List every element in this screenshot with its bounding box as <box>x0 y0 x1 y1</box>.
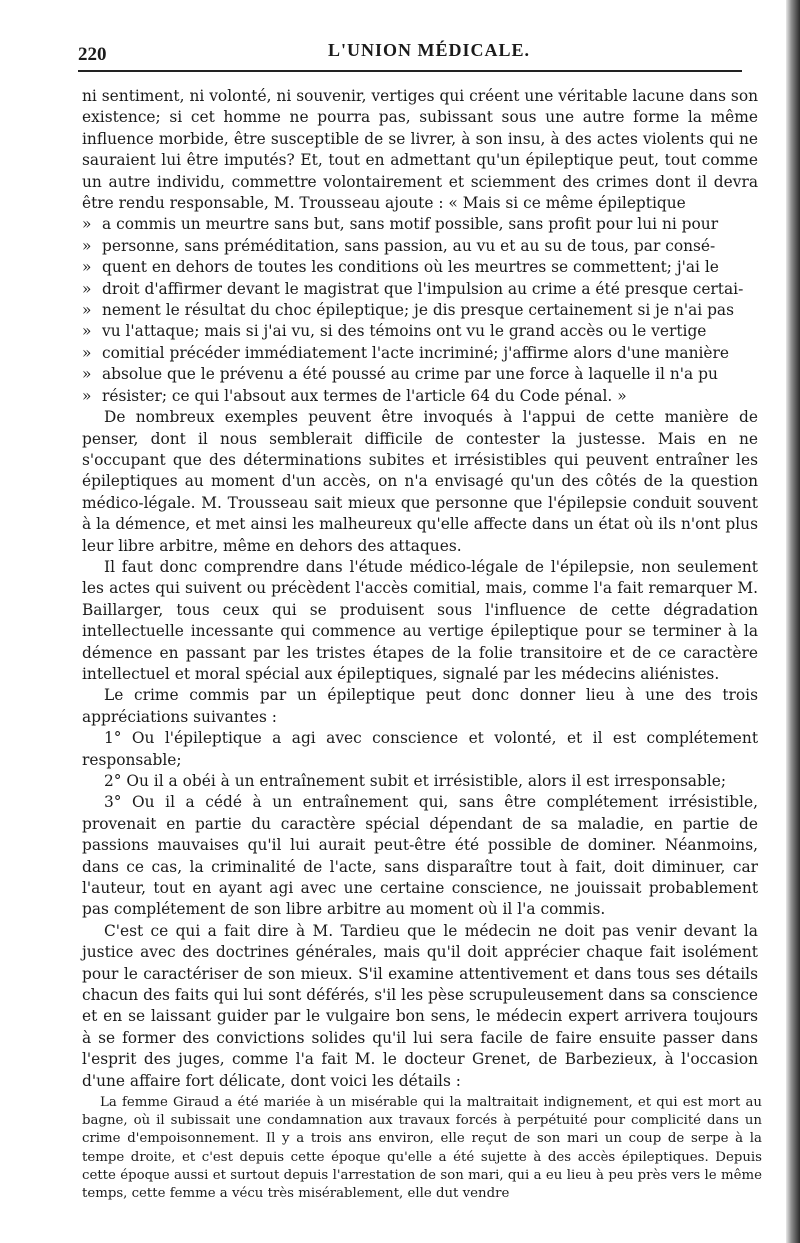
paragraph-5: C'est ce qui a fait dire à M. Tardieu que le médecin ne doit pas venir devant la justice avec des doctrines générales, mais qu'il doit apprécier chaque fait isolément pour le caractériser de son mieux. S'il examine attentivement et dans tous ses détails chacun des faits qui lui sont déférés, s'il les pèse scrupuleusement dans sa conscience et en se laissant guider par le vulgaire bon sens, le médecin expert arrivera toujours à se former des convictions solides qu'il lui sera facile de faire ensuite passer dans l'esprit des juges, comme l'a fait M. le docteur Grenet, de Barbezieux, à l'occasion d'une affaire fort délicate, dont voici les détails : <box>82 921 758 1090</box>
list-item-3: 3° Ou il a cédé à un entraînement qui, sans être complétement irrésistible, provenait en partie du caractère spécial dépendant de sa maladie, en partie de passions mauvaises qu'il lui aurait peut-être été possible de dominer. Néanmoins, dans ce cas, la criminalité de l'acte, sans disparaître tout à fait, doit diminuer, car l'auteur, tout en ayant agi avec une certaine conscience, ne jouissait probablement pas complétement de son libre arbitre au moment où il l'a commis. <box>82 793 758 919</box>
quote-line: » absolue que le prévenu a été poussé au crime par une force à laquelle il n'a pu <box>82 364 758 385</box>
quote-line: » a commis un meurtre sans but, sans motif possible, sans profit pour lui ni pour <box>82 214 758 235</box>
case-report <box>82 1094 762 1203</box>
page-edge-shadow <box>786 0 800 1243</box>
page-number: 220 <box>78 44 107 65</box>
running-title: L'UNION MÉDICALE. <box>328 40 531 60</box>
list-item-2: 2° Ou il a obéi à un entraînement subit et irrésistible, alors il est irresponsable; <box>104 772 727 790</box>
list-item-1: 1° Ou l'épileptique a agi avec conscience et volonté, et il est complétement responsable; <box>82 729 758 769</box>
page-header <box>78 34 738 64</box>
paragraph-4: Le crime commis par un épileptique peut donc donner lieu à une des trois appréciations suivantes : <box>82 686 758 726</box>
main-text <box>82 86 758 1092</box>
header-rule <box>78 70 742 72</box>
quote-line: » personne, sans préméditation, sans passion, au vu et au su de tous, par consé- <box>82 236 758 257</box>
quote-line: » nement le résultat du choc épileptique; je dis presque certainement si je n'ai pas <box>82 300 758 321</box>
paragraph-2: De nombreux exemples peuvent être invoqués à l'appui de cette manière de penser, dont il nous semblerait difficile de contester la justesse. Mais en ne s'occupant que des déterminations subites et irrésistibles qui peuvent entraîner les épileptiques au moment d'un accès, on n'a envisagé qu'un des côtés de la question médico-légale. M. Trousseau sait mieux que personne que l'épilepsie conduit souvent à la démence, et met ainsi les malheureux qu'elle affecte dans un état où ils n'ont plus leur libre arbitre, même en dehors des attaques. <box>82 408 758 555</box>
paragraph-3: Il faut donc comprendre dans l'étude médico-légale de l'épilepsie, non seulement les actes qui suivent ou précèdent l'accès comitial, mais, comme l'a fait remarquer M. Baillarger, tous ceux qui se produisent sous l'influence de cette dégradation intellectuelle incessante qui commence au vertige épileptique pour se terminer à la démence en passant par les tristes étapes de la folie transitoire et de ce caractère intellectuel et moral spécial aux épileptiques, signalé par les médecins aliénistes. <box>82 557 758 683</box>
trousseau-quote <box>82 214 758 407</box>
quote-line: » résister; ce qui l'absout aux termes de l'article 64 du Code pénal. » <box>82 386 758 407</box>
quote-line: » quent en dehors de toutes les conditions où les meurtres se commettent; j'ai le <box>82 257 758 278</box>
quote-line: » comitial précéder immédiatement l'acte incriminé; j'affirme alors d'une manière <box>82 343 758 364</box>
case-paragraph: La femme Giraud a été mariée à un misérable qui la maltraitait indignement, et qui est mort au bagne, où il subissait une condamnation aux travaux forcés à perpétuité pour complicité dans un crime d'empoisonnement. Il y a trois ans environ, elle reçut de son mari un coup de serpe à la tempe droite, et c'est depuis cette époque qu'elle a été sujette à des accès épileptiques. Depuis cette époque aussi et surtout depuis l'arrestation de son mari, qui a eu lieu à peu près vers le même temps, cette femme a vécu très misérablement, elle dut vendre <box>82 1095 762 1202</box>
paragraph-1: ni sentiment, ni volonté, ni souvenir, vertiges qui créent une véritable lacune dans son existence; si cet homme ne pourra pas, subissant sous une autre forme la même influence morbide, être susceptible de se livrer, à son insu, à des actes violents qui ne sauraient lui être imputés? Et, tout en admettant qu'un épileptique peut, tout comme un autre individu, commettre volontairement et sciemment des crimes dont il devra être rendu responsable, M. Trousseau ajoute : « Mais si ce même épileptique <box>82 87 758 213</box>
quote-line: » vu l'attaque; mais si j'ai vu, si des témoins ont vu le grand accès ou le vertige <box>82 321 758 342</box>
quote-line: » droit d'affirmer devant le magistrat que l'impulsion au crime a été presque certai- <box>82 279 758 300</box>
